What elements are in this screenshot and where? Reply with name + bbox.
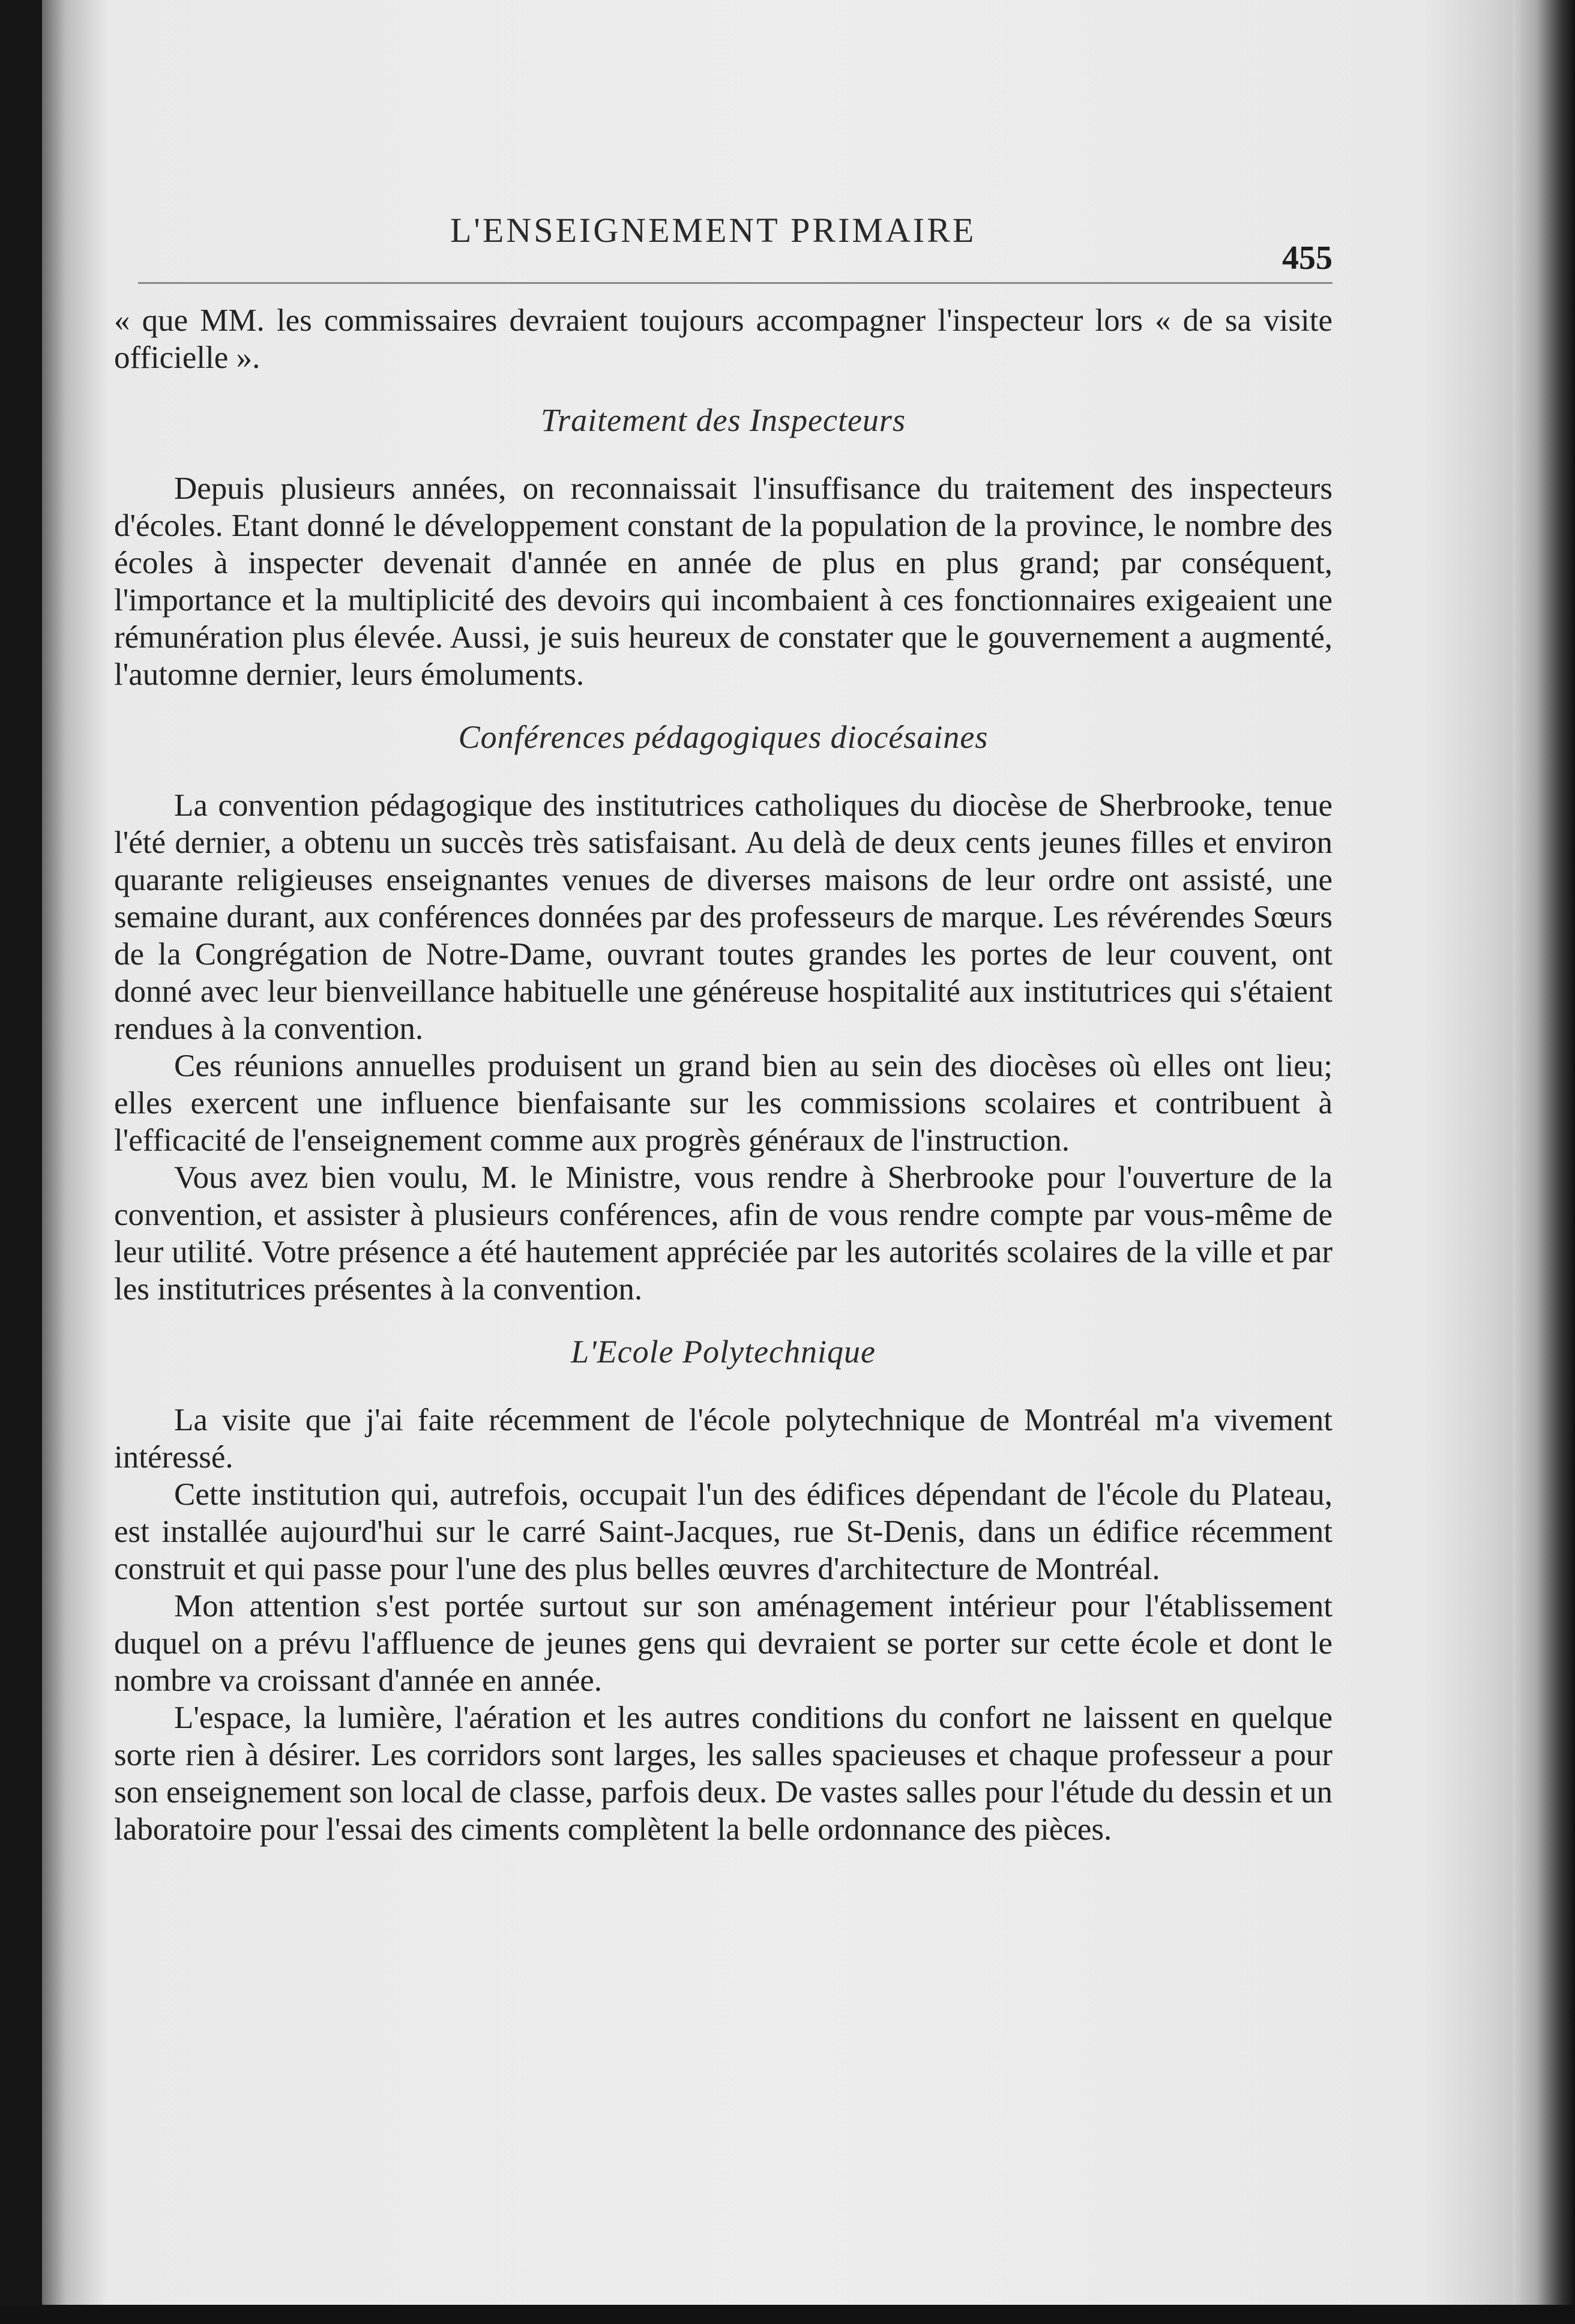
page-number: 455 <box>1282 239 1333 277</box>
intro-quote: « que MM. les commissaires devraient toujours accompagner l'inspecteur lors « de sa visite officielle ». <box>114 303 1333 375</box>
scan-border <box>0 2305 1575 2324</box>
paragraph: L'espace, la lumière, l'aération et les autres conditions du confort ne laissent en quelque sorte rien à désirer. Les corridors sont larges, les salles spacieuses et chaque professeur a pour son enseignement son local de classe, parfois deux. De vastes salles pour l'étude du dessin et un laboratoire pour l'essai des ciments complètent la belle ordonnance des pièces. <box>114 1700 1333 1847</box>
running-title: L'ENSEIGNEMENT PRIMAIRE <box>450 211 977 250</box>
paragraph: Mon attention s'est portée surtout sur son aménagement intérieur pour l'établissement duquel on a prévu l'affluence de jeunes gens qui devraient se porter sur cette école et dont le nombre va croissant d'année en année. <box>114 1589 1333 1698</box>
header-rule <box>138 282 1333 284</box>
section-heading: Traitement des Inspecteurs <box>541 402 906 438</box>
paragraph: La convention pédagogique des institutrices catholiques du diocèse de Sherbrooke, tenue l'été dernier, a obtenu un succès très satisfaisant. Au delà de deux cents jeunes filles et environ quarante religieuses enseignantes venues de diverses maisons de leur ordre ont assisté, une semaine durant, aux conférences données par des professeurs de marque. Les révérendes Sœurs de la Congrégation de Notre-Dame, ouvrant toutes grandes les portes de leur couvent, ont donné avec leur bienveillance habituelle une généreuse hospitalité aux institutrices qui s'étaient rendues à la convention. <box>114 788 1333 1046</box>
paragraph: Vous avez bien voulu, M. le Ministre, vous rendre à Sherbrooke pour l'ouverture de la convention, et assister à plusieurs conférences, afin de vous rendre compte par vous-même de leur utilité. Votre présence a été hautement appréciée par les autorités scolaires de la ville et par les institutrices présentes à la convention. <box>114 1160 1333 1307</box>
book-edge <box>1513 0 1575 2324</box>
section-traitement <box>114 402 1333 693</box>
page-content <box>114 210 1333 1848</box>
paragraph: Cette institution qui, autrefois, occupait l'un des édifices dépendant de l'école du Plateau, est installée aujourd'hui sur le carré Saint-Jacques, rue St-Denis, dans un édifice récemment construit et qui passe pour l'une des plus belles œuvres d'architecture de Montréal. <box>114 1477 1333 1586</box>
section-heading: L'Ecole Polytechnique <box>571 1334 876 1370</box>
section-heading: Conférences pédagogiques diocésaines <box>458 719 989 755</box>
paragraph: Ces réunions annuelles produisent un grand bien au sein des diocèses où elles ont lieu; elles exercent une influence bienfaisante sur les commissions scolaires et contribuent à l'efficacité de l'enseignement comme aux progrès généraux de l'instruction. <box>114 1049 1333 1158</box>
paragraph: Depuis plusieurs années, on reconnaissait l'insuffisance du traitement des inspecteurs d'écoles. Etant donné le développement constant de la population de la province, le nombre des écoles à inspecter devenait d'année en année de plus en plus grand; par conséquent, l'importance et la multiplicité des devoirs qui incombaient à ces fonctionnaires exigeaient une rémunération plus élevée. Aussi, je suis heureux de constater que le gouvernement a augmenté, l'automne dernier, leurs émoluments. <box>114 471 1333 692</box>
section-polytechnique <box>114 1333 1333 1848</box>
paragraph: La visite que j'ai faite récemment de l'école polytechnique de Montréal m'a vivement intéressé. <box>114 1403 1333 1475</box>
section-conferences <box>114 718 1333 1308</box>
page-header <box>114 210 1333 282</box>
